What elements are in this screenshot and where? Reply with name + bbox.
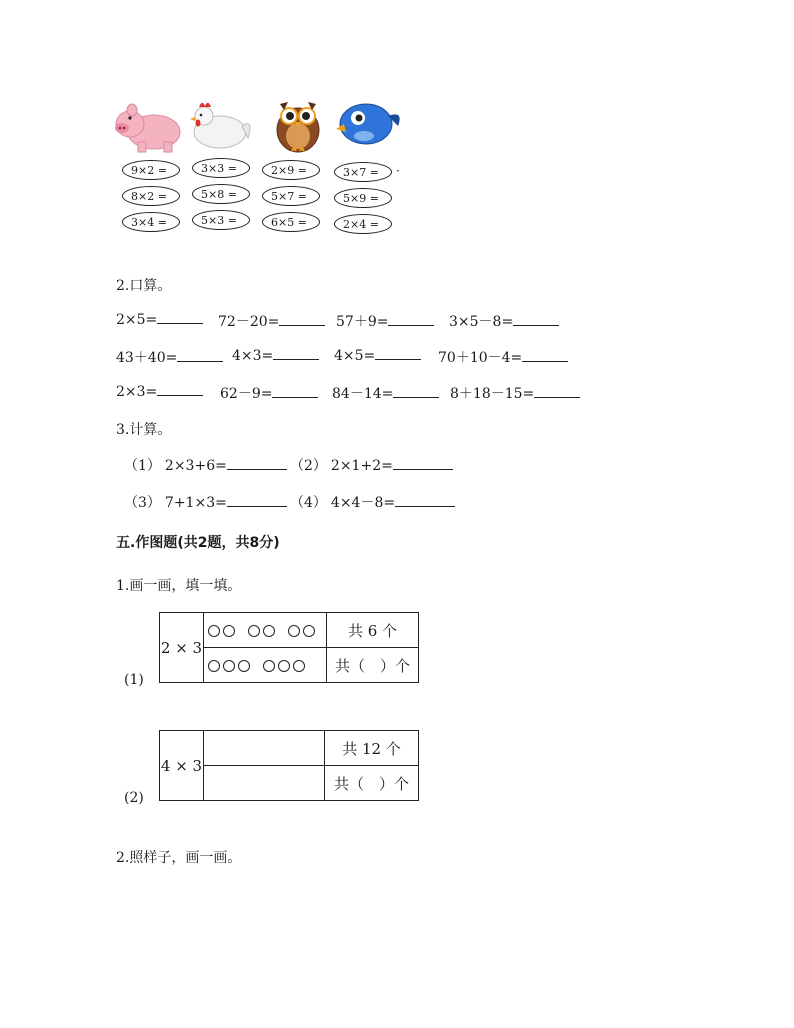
oval-equation: 5×3 = [192,210,250,230]
circle-groups-row [204,648,327,683]
section-5-heading: 五.作图题(共2题，共8分) [116,535,280,551]
answer-blank[interactable] [522,349,568,362]
row-total: 共 6 个 [327,613,419,648]
drawing-table-1 [159,612,419,683]
question-3-title: 3.计算。 [116,422,172,438]
oval-equation: 3×3 = [192,158,250,178]
answer-blank[interactable] [393,385,439,398]
oral-calc-item: 4×5= [334,347,421,364]
circle-icon [293,660,305,672]
answer-blank[interactable] [157,383,203,396]
answer-blank[interactable] [272,385,318,398]
answer-blank[interactable] [227,494,287,507]
oral-calc-item: 43＋40= [116,347,223,367]
oral-calc-item: 8＋18－15= [450,383,580,403]
drawing-table-2 [159,730,419,801]
question-2-title: 2.口算。 [116,278,172,294]
oval-equation: 2×9 = [262,160,320,180]
oral-calc-item: 62－9= [220,383,318,403]
calc-item: （2） 2×1+2= [290,455,453,475]
circle-icon [208,625,220,637]
table-2-label: (2) [124,790,144,806]
circle-icon [238,660,250,672]
answer-blank[interactable] [393,457,453,470]
row-total-blank[interactable]: 共（ ）个 [325,766,419,801]
oral-calc-item: 72－20= [218,311,325,331]
circle-icon [263,660,275,672]
answer-blank[interactable] [279,313,325,326]
circle-icon [223,625,235,637]
owl-icon [277,102,319,152]
oval-equation: 3×7 = [334,162,392,182]
oral-calc-item: 3×5－8= [449,311,559,331]
answer-blank[interactable] [395,494,455,507]
circle-icon [248,625,260,637]
circle-icon [223,660,235,672]
answer-blank[interactable] [273,347,319,360]
oval-equation: 5×8 = [192,184,250,204]
oval-equation: 9×2 = [122,160,180,180]
drawing-area[interactable] [204,731,325,766]
oral-calc-item: 2×3= [116,383,203,400]
pig-icon [115,104,180,152]
answer-blank[interactable] [534,385,580,398]
answer-blank[interactable] [513,313,559,326]
problem-1-title: 1.画一画，填一填。 [116,578,242,594]
row-total: 共 12 个 [325,731,419,766]
oval-equation: 5×9 = [334,188,392,208]
hen-icon [190,103,250,148]
drawing-area[interactable] [204,766,325,801]
oval-equation: 6×5 = [262,212,320,232]
trailing-mark: · [396,164,400,178]
bluebird-icon [336,104,400,144]
oval-equation: 3×4 = [122,212,180,232]
oral-calc-item: 2×5= [116,311,203,328]
answer-blank[interactable] [227,457,287,470]
calc-item: （4） 4×4－8= [290,492,455,512]
problem-2-title: 2.照样子，画一画。 [116,850,242,866]
oval-equation: 2×4 = [334,214,392,234]
calc-item: （3） 7+1×3= [124,492,287,512]
answer-blank[interactable] [157,311,203,324]
oval-equation: 8×2 = [122,186,180,206]
calc-item: （1） 2×3+6= [124,455,287,475]
table-1-label: (1) [124,672,144,688]
circle-groups-row [204,613,327,648]
answer-blank[interactable] [388,313,434,326]
circle-icon [208,660,220,672]
answer-blank[interactable] [375,347,421,360]
row-total-blank[interactable]: 共（ ）个 [327,648,419,683]
circle-icon [288,625,300,637]
table-expression: 2 × 3 [160,613,204,683]
oral-calc-item: 70＋10－4= [438,347,568,367]
table-expression: 4 × 3 [160,731,204,801]
animal-pictures [112,96,402,154]
oral-calc-item: 4×3= [232,347,319,364]
circle-icon [278,660,290,672]
oral-calc-item: 57＋9= [336,311,434,331]
circle-icon [263,625,275,637]
oval-equation: 5×7 = [262,186,320,206]
circle-icon [303,625,315,637]
answer-blank[interactable] [177,349,223,362]
oral-calc-item: 84－14= [332,383,439,403]
